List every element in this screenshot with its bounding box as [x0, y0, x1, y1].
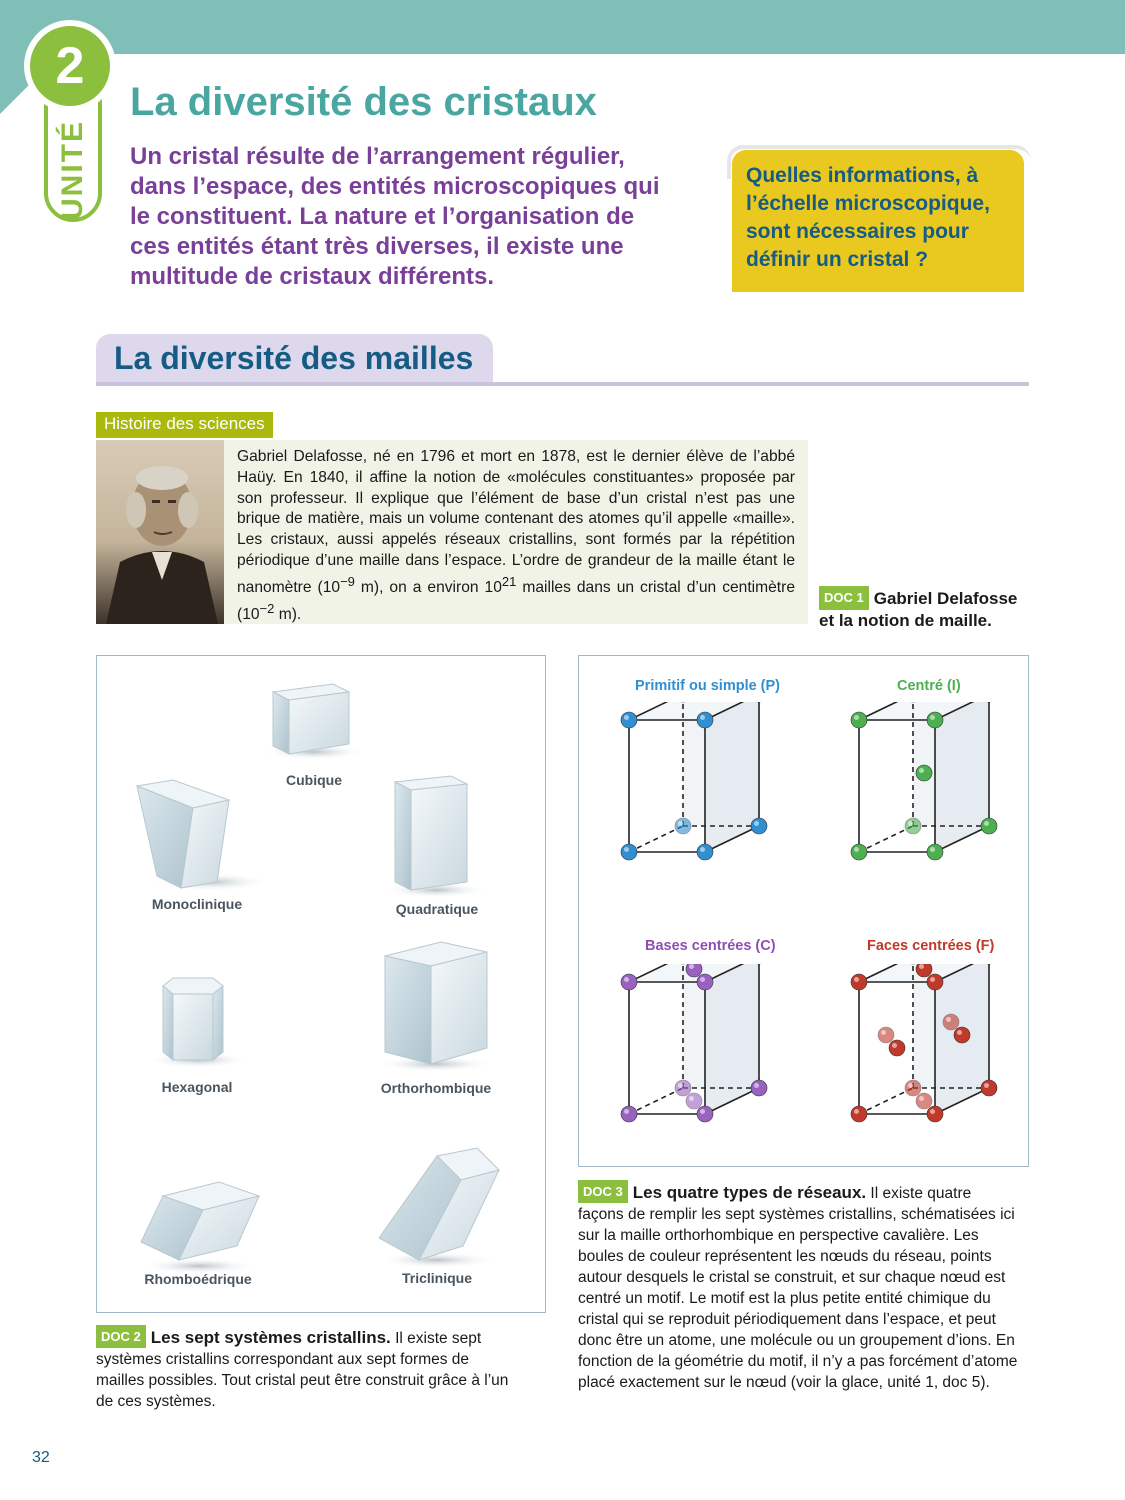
lattice-node-highlight	[700, 977, 705, 982]
lattice-node-highlight	[624, 847, 629, 852]
lattice-edge	[629, 826, 683, 852]
lattice-node	[751, 1080, 767, 1096]
lattice-node	[905, 818, 921, 834]
doc1-tag: DOC 1	[819, 586, 869, 610]
lattice-node-highlight	[919, 768, 924, 773]
lattice-node	[927, 712, 943, 728]
lattice-edge	[859, 826, 913, 852]
intro-text: Un cristal résulte de l’arrangement régulier, dans l’espace, des entités microscopiques qui le constituent. La nature et l’organisation de ces entités étant très diverses, il existe une multitude de cristaux différents.	[130, 143, 660, 290]
lattice-node	[675, 818, 691, 834]
doc3-lattice-types	[578, 655, 1029, 1167]
lattice-node-highlight	[930, 715, 935, 720]
lattice-node-highlight	[854, 1109, 859, 1114]
centered-lattice	[839, 702, 1009, 892]
lattice-node-highlight	[919, 964, 924, 969]
lattice-node-highlight	[930, 977, 935, 982]
lattice-node	[751, 818, 767, 834]
lattice-node-highlight	[624, 1109, 629, 1114]
doc1-panel	[96, 440, 808, 624]
lattice-edge	[629, 1088, 683, 1114]
unit-label: UNITÉ	[56, 120, 89, 220]
lattice-node	[675, 1080, 691, 1096]
lattice-node-highlight	[919, 1096, 924, 1101]
lattice-node-highlight	[930, 847, 935, 852]
section-rule	[96, 382, 1029, 386]
unit-title: La diversité des cristaux	[130, 80, 597, 124]
lattice-node-highlight	[689, 964, 694, 969]
lattice-node	[916, 765, 932, 781]
lattice-node	[686, 964, 702, 977]
orthorhombique-crystal	[371, 940, 501, 1074]
primitive-title: Primitif ou simple (P)	[635, 678, 781, 694]
lattice-node	[621, 712, 637, 728]
lattice-node	[621, 974, 637, 990]
lattice-node	[943, 1014, 959, 1030]
centered-title: Centré (I)	[897, 678, 961, 694]
hexagonal-label: Hexagonal	[161, 1079, 233, 1095]
doc2-tag: DOC 2	[96, 1325, 146, 1348]
primitive-lattice	[609, 702, 779, 892]
lattice-node-highlight	[984, 821, 989, 826]
lattice-node	[621, 1106, 637, 1122]
face-centered-title: Faces centrées (F)	[867, 938, 995, 954]
lattice-node	[851, 844, 867, 860]
cubique-label: Cubique	[286, 772, 342, 788]
lattice-node-highlight	[624, 977, 629, 982]
orthorhombique-label: Orthorhombique	[380, 1080, 492, 1096]
doc3-caption: DOC 3 Les quatre types de réseaux. Il existe quatre façons de remplir les sept systèmes cristallins, schématisées ici sur la maille orthorhombique en perspective cavalière. Les boules de couleur représentent les nœuds du réseau, points autour desquels le cristal se construit, et sur chaque nœud est centré un motif. Le motif est la plus petite entité chimique du cristal qui se reproduit périodiquement dans l’espace, et peut donc être un atome, une molécule ou un groupement d’ions. En fonction de la géométrie du motif, il n’y a pas forcément d’atome placé exactement sur le nœud (voir la glace, unité 1, doc 5).	[578, 1180, 1018, 1393]
doc2-caption: DOC 2 Les sept systèmes cristallins. Il existe sept systèmes cristallins correspondant aux sept formes de mailles possibles. Tout cristal peut être construit grâce à l’un de ces systèmes.	[96, 1325, 516, 1412]
lattice-node	[927, 974, 943, 990]
lattice-node-highlight	[678, 821, 683, 826]
base-centered-lattice	[609, 964, 779, 1154]
triclinique-crystal	[367, 1146, 517, 1272]
lattice-node-highlight	[624, 715, 629, 720]
monoclinique-label: Monoclinique	[151, 896, 243, 912]
lattice-node	[927, 1106, 943, 1122]
base-centered-title: Bases centrées (C)	[645, 938, 776, 954]
lattice-node-highlight	[946, 1017, 951, 1022]
lattice-node-highlight	[881, 1030, 886, 1035]
face-centered-lattice	[839, 964, 1009, 1154]
lattice-node	[981, 818, 997, 834]
rhomboedrique-label: Rhomboédrique	[144, 1271, 252, 1287]
lattice-node-highlight	[908, 1083, 913, 1088]
lattice-node-highlight	[930, 1109, 935, 1114]
lattice-node-highlight	[854, 847, 859, 852]
lattice-node-highlight	[984, 1083, 989, 1088]
lattice-node-highlight	[700, 715, 705, 720]
lattice-node	[927, 844, 943, 860]
lattice-node-highlight	[754, 821, 759, 826]
lattice-node-highlight	[957, 1030, 962, 1035]
lattice-node	[621, 844, 637, 860]
quadratique-label: Quadratique	[395, 901, 479, 917]
doc3-tag: DOC 3	[578, 1180, 628, 1203]
lattice-node	[697, 844, 713, 860]
lattice-node-highlight	[678, 1083, 683, 1088]
lattice-node	[697, 974, 713, 990]
hexagonal-crystal	[143, 974, 253, 1070]
lattice-node-highlight	[854, 977, 859, 982]
lattice-node-highlight	[754, 1083, 759, 1088]
delafosse-portrait	[96, 440, 224, 624]
doc2-crystal-systems	[96, 655, 546, 1313]
section-title: La diversité des mailles	[96, 334, 493, 384]
lattice-node-highlight	[689, 1096, 694, 1101]
cubique-crystal	[259, 682, 369, 762]
lattice-node-highlight	[892, 1043, 897, 1048]
page-number: 32	[32, 1449, 50, 1466]
rhomboedrique-crystal	[133, 1176, 273, 1276]
monoclinique-crystal	[123, 778, 273, 896]
key-question: Quelles informations, à l’échelle microscopique, sont nécessaires pour définir un cristal ?	[732, 150, 1028, 292]
lattice-edge	[859, 1088, 913, 1114]
lattice-node	[889, 1040, 905, 1056]
quadratique-crystal	[381, 774, 491, 900]
lattice-node	[697, 1106, 713, 1122]
lattice-node	[686, 1093, 702, 1109]
lattice-node	[954, 1027, 970, 1043]
lattice-node	[981, 1080, 997, 1096]
lattice-node	[851, 712, 867, 728]
doc1-caption: DOC 1 Gabriel Delafosse et la notion de maille.	[819, 586, 1034, 632]
lattice-node	[697, 712, 713, 728]
unit-number: 2	[24, 20, 116, 112]
top-banner	[0, 0, 1125, 54]
lattice-node	[851, 974, 867, 990]
lattice-node	[878, 1027, 894, 1043]
lattice-node-highlight	[700, 1109, 705, 1114]
history-label: Histoire des sciences	[96, 412, 273, 438]
lattice-node	[851, 1106, 867, 1122]
triclinique-label: Triclinique	[401, 1270, 472, 1286]
lattice-node-highlight	[700, 847, 705, 852]
lattice-node	[916, 964, 932, 977]
lattice-node	[916, 1093, 932, 1109]
lattice-node	[905, 1080, 921, 1096]
lattice-node-highlight	[854, 715, 859, 720]
doc1-text: Gabriel Delafosse, né en 1796 et mort en 1878, est le dernier élève de l’abbé Haüy. En 1840, il affine la notion de «molécules constituantes» proposée par son professeur. Il explique que l’élément de base d’un cristal n’est pas une brique de matière, mais un volume contenant des atomes qu’il appelle «maille». Les cristaux, aussi appelés réseaux cristallins, sont formés par la répétition périodique d’une maille dans l’espace. L’ordre de grandeur de la maille étant le nanomètre ($10^{-9}$ m), on a environ $10^{21}$ mailles dans un cristal d’un centimètre ($10^{-2}$ m).	[237, 448, 796, 623]
lattice-node-highlight	[908, 821, 913, 826]
